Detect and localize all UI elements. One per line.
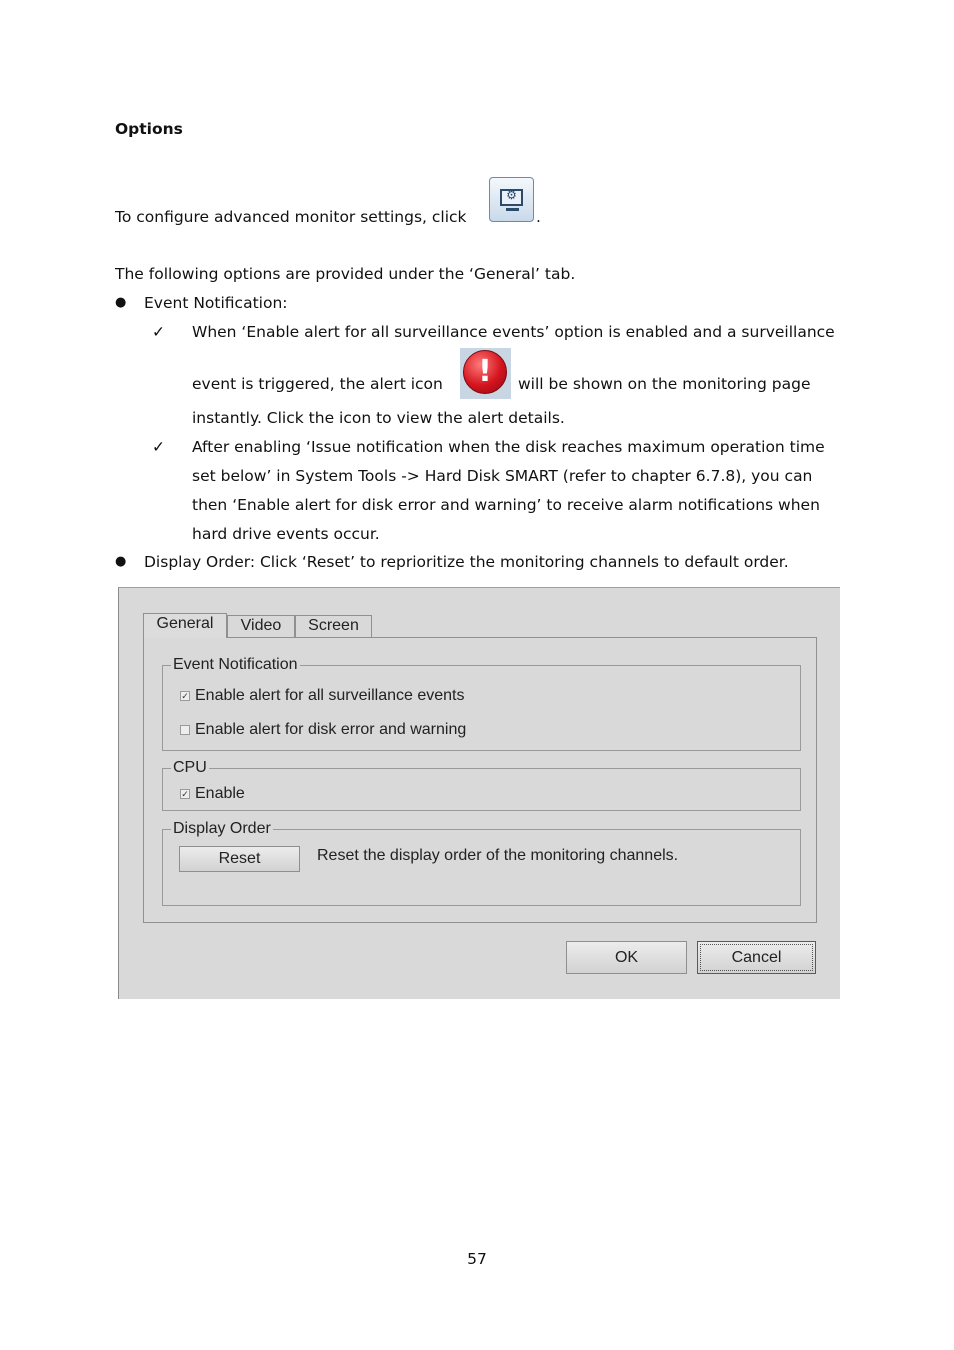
bullet-display-order: Display Order: Click ‘Reset’ to reprioritize the monitoring channels to default order. xyxy=(144,553,789,571)
group-title: CPU xyxy=(173,759,207,776)
cancel-button-label: Cancel xyxy=(731,949,782,966)
check-item-line: instantly. Click the icon to view the alert details. xyxy=(192,409,565,427)
alert-disk-label: Enable alert for disk error and warning xyxy=(195,721,467,738)
tab-screen[interactable]: Screen xyxy=(295,615,372,637)
focus-ring xyxy=(700,944,813,971)
check-item-line: then ‘Enable alert for disk error and warning’ to receive alarm notifications when xyxy=(192,496,820,514)
general-tab-intro: The following options are provided under the ‘General’ tab. xyxy=(115,265,576,283)
check-item-line: hard drive events occur. xyxy=(192,525,380,543)
bullet-marker: ● xyxy=(115,554,127,569)
options-dialog xyxy=(118,587,840,999)
group-title: Event Notification xyxy=(173,656,298,673)
section-heading: Options xyxy=(115,120,183,138)
alert-surveillance-checkbox[interactable]: ✓ xyxy=(181,691,189,701)
check-item-line: After enabling ‘Issue notification when the disk reaches maximum operation time xyxy=(192,438,825,456)
reset-button[interactable]: Reset xyxy=(179,846,300,872)
bullet-marker: ● xyxy=(115,295,127,310)
cpu-enable-checkbox[interactable]: ✓ xyxy=(181,789,189,799)
cpu-enable-label: Enable xyxy=(195,785,245,802)
ok-button[interactable]: OK xyxy=(566,941,687,974)
cpu-group xyxy=(162,759,801,811)
intro-text: To configure advanced monitor settings, click xyxy=(115,208,467,226)
intro-period: . xyxy=(536,208,541,226)
alert-disk-checkbox[interactable] xyxy=(180,725,190,735)
display-order-group xyxy=(162,820,801,906)
check-item-line: set below’ in System Tools -> Hard Disk SMART (refer to chapter 6.7.8), you can xyxy=(192,467,813,485)
reset-description: Reset the display order of the monitoring channels. xyxy=(317,847,679,864)
check-item-line: event is triggered, the alert icon xyxy=(192,375,443,393)
bullet-event-notification: Event Notification: xyxy=(144,294,288,312)
tab-video[interactable]: Video xyxy=(227,615,295,637)
event-notification-group xyxy=(162,656,801,751)
group-title: Display Order xyxy=(173,820,271,837)
check-marker: ✓ xyxy=(152,438,165,456)
check-item-line: When ‘Enable alert for all surveillance events’ option is enabled and a surveillance xyxy=(192,323,835,341)
page-number: 57 xyxy=(467,1250,487,1268)
monitor-settings-icon: ⚙ xyxy=(489,177,534,222)
alert-icon: ! xyxy=(460,348,511,399)
general-tab-panel xyxy=(143,637,817,923)
check-marker: ✓ xyxy=(152,323,165,341)
alert-surveillance-label: Enable alert for all surveillance events xyxy=(195,687,465,704)
check-item-line: will be shown on the monitoring page xyxy=(518,375,811,393)
tab-general[interactable]: General xyxy=(143,613,227,638)
cancel-button[interactable] xyxy=(697,941,816,974)
